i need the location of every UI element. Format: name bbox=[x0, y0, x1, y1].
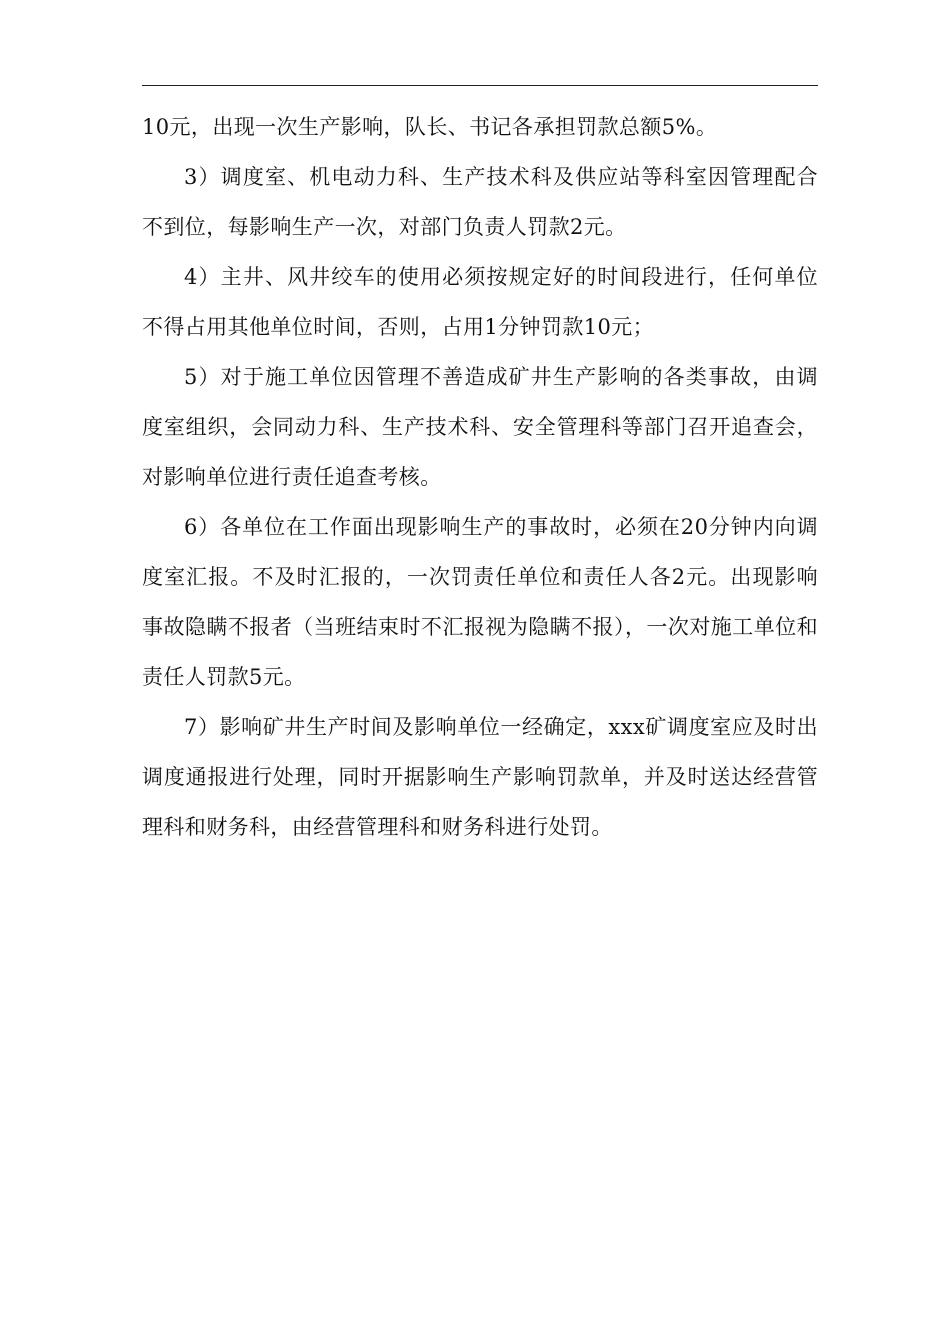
document-body bbox=[142, 102, 818, 852]
paragraph-item-7: 7）影响矿井生产时间及影响单位一经确定，xxx矿调度室应及时出调度通报进行处理，同时开据影响生产影响罚款单，并及时送达经营管理科和财务科，由经营管理科和财务科进行处罚。 bbox=[142, 715, 818, 839]
paragraph-item-4: 4）主井、风井绞车的使用必须按规定好的时间段进行，任何单位不得占用其他单位时间，否则，占用1分钟罚款10元； bbox=[142, 265, 818, 339]
header-rule bbox=[142, 85, 818, 86]
paragraph-continuation: 10元，出现一次生产影响，队长、书记各承担罚款总额5%。 bbox=[142, 115, 718, 139]
paragraph-item-5: 5）对于施工单位因管理不善造成矿井生产影响的各类事故，由调度室组织，会同动力科、生产技术科、安全管理科等部门召开追查会，对影响单位进行责任追查考核。 bbox=[142, 365, 818, 489]
paragraph-item-6: 6）各单位在工作面出现影响生产的事故时，必须在20分钟内向调度室汇报。不及时汇报的，一次罚责任单位和责任人各2元。出现影响事故隐瞒不报者（当班结束时不汇报视为隐瞒不报），一次对施工单位和责任人罚款5元。 bbox=[142, 515, 818, 689]
paragraph-item-3: 3）调度室、机电动力科、生产技术科及供应站等科室因管理配合不到位，每影响生产一次，对部门负责人罚款2元。 bbox=[142, 165, 818, 239]
